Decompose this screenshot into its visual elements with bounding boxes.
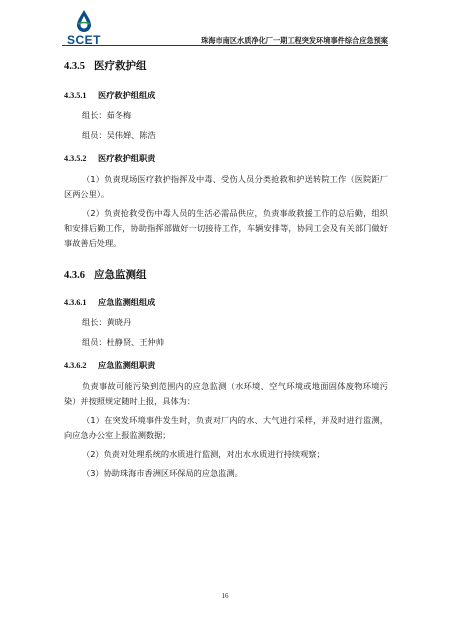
duty-intro: 负责事故可能污染到范围内的应急监测（水环境、空气环境或地面固体废物环境污染）并按照规定随时上报，具体为： — [64, 381, 388, 406]
subsection-title: 应急监测组职责 — [98, 360, 156, 370]
company-logo — [62, 9, 106, 49]
section-title: 应急监测组 — [94, 269, 147, 281]
water-drop-icon — [74, 9, 94, 33]
subsection-number: 4.3.6.2 — [64, 361, 87, 370]
team-leader: 组长：茹冬梅 — [82, 110, 132, 120]
duty-item-3: （3）协助珠海市香洲区环保局的应急监测。 — [82, 468, 243, 478]
section-number: 4.3.5 — [64, 61, 85, 72]
subsection-title: 医疗救护组职责 — [98, 153, 156, 163]
duty-item-2: （2）负责对处理系统的水质进行监测，对出水水质进行持续观察； — [82, 449, 325, 459]
header-divider — [62, 45, 388, 46]
page-content — [64, 58, 388, 481]
document-header-title: 珠海市南区水质净化厂一期工程突发环境事件综合应急预案 — [201, 36, 388, 45]
subsection-heading-4-3-6-2 — [64, 360, 388, 371]
subsection-number: 4.3.5.1 — [64, 91, 87, 100]
duty-item-1: （1）在突发环境事件发生时，负责对厂内的水、大气进行采样，并及时进行监测，向应急办公室上报监测数据； — [64, 415, 388, 440]
duty-paragraph-1: （1）负责现场医疗救护指挥及中毒、受伤人员分类抢救和护送转院工作（医院距厂区两公里）。 — [64, 174, 388, 199]
team-members: 组员：杜静贤、王仲帅 — [82, 337, 164, 347]
section-number: 4.3.6 — [64, 270, 85, 281]
section-heading-4-3-6 — [64, 267, 388, 282]
subsection-title: 医疗救护组组成 — [98, 90, 156, 100]
logo-text: SCET — [66, 33, 101, 47]
team-members: 组员：吴伟婵、陈浩 — [82, 130, 156, 140]
duty-paragraph-2: （2）负责抢救受伤中毒人员的生活必需品供应，负责事故救援工作的总后勤，组织和安排后勤工作，协助指挥部做好一切接待工作，车辆安排等，协同工会及有关部门做好事故善后处理。 — [64, 208, 388, 248]
subsection-heading-4-3-5-2 — [64, 153, 388, 164]
team-leader: 组长：黄晓丹 — [82, 317, 132, 327]
subsection-heading-4-3-6-1 — [64, 297, 388, 308]
subsection-number: 4.3.5.2 — [64, 154, 87, 163]
section-title: 医疗救护组 — [94, 60, 147, 72]
section-heading-4-3-5 — [64, 58, 388, 73]
page-number: 16 — [221, 592, 229, 600]
subsection-title: 应急监测组组成 — [98, 297, 156, 307]
subsection-number: 4.3.6.1 — [64, 298, 87, 307]
subsection-heading-4-3-5-1 — [64, 90, 388, 101]
